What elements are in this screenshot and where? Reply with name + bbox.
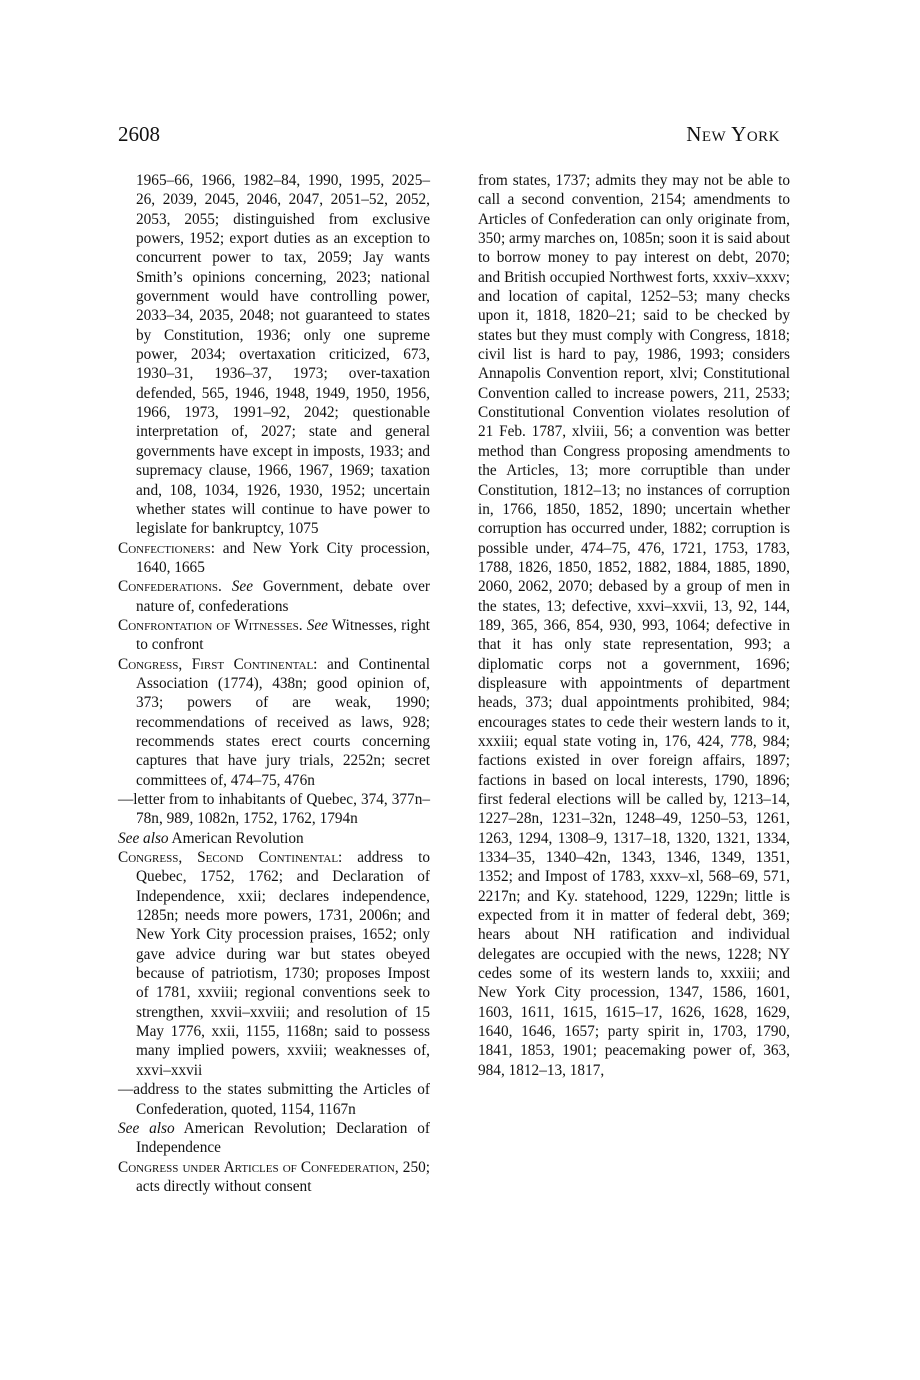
entry-text: American Revolution; Declaration of Independence xyxy=(136,1119,430,1157)
index-entry-confectioners: Confectioners: and New York City procession, 1640, 1665 xyxy=(118,539,430,576)
entry-text: address to Quebec, 1752, 1762; and Declaration of Independence, xxii; declares independence, 1285n; needs more powers, 1731, 2006n; and New York City procession praises, 1652; only gave advice during war but states obeyed because of patriotism, 1730; proposes Impost of 1781, xxviii; regional conventions seek to strengthen, xxvii–xxviii; and resolution of 15 May 1776, xxii, 1155, 1168n; said to possess many implied powers, xxviii; weaknesses of, xxvi–xxvii xyxy=(136,849,430,1079)
index-entry-confrontation-of-witnesses: Confrontation of Witnesses. See Witnesses, right to confront xyxy=(118,616,430,654)
entry-heading: Congress, First Continental xyxy=(118,655,314,673)
see-reference: See xyxy=(231,578,253,596)
entry-heading: Confederations xyxy=(118,578,219,596)
left-column xyxy=(118,171,430,1196)
entry-text: Government, debate over nature of, confederations xyxy=(136,578,430,615)
index-subentry xyxy=(118,790,430,829)
entry-text: Witnesses, right to confront xyxy=(136,616,430,654)
see-reference: See xyxy=(306,616,328,634)
index-entry-congress-second-continental: Congress, Second Continental: address to Quebec, 1752, 1762; and Declaration of Independence, xxii; declares independence, 1285n; needs more powers, 1731, 2006n; and New York City procession praises, 1652; only gave advice during war but states obeyed because of patriotism, 1730; proposes Impost of 1781, xxviii; regional conventions seek to strengthen, xxvii–xxviii; and resolution of 15 May 1776, xxii, 1155, 1168n; said to possess many implied powers, xxviii; weaknesses of, xxvi–xxvii xyxy=(118,849,430,1079)
entry-text: American Revolution xyxy=(168,829,304,847)
entry-text: 250; acts directly without consent xyxy=(136,1158,430,1195)
entry-heading: Congress, Second Continental xyxy=(118,849,339,867)
entry-heading: Confectioners xyxy=(118,539,211,557)
see-also-reference: See also xyxy=(118,829,169,847)
entry-heading: Confrontation of Witnesses xyxy=(118,616,299,634)
running-title: New York xyxy=(686,122,780,146)
see-also-reference: See also xyxy=(118,1119,175,1137)
see-also-line xyxy=(118,829,430,848)
index-entry-confederations: Confederations. See Government, debate over nature of, confederations xyxy=(118,578,430,615)
entry-text: and Continental Association (1774), 438n; good opinion of, 373; powers of are weak, 1990; recommendations of received as laws, 928; recommends states erect courts concerning captures that have jury trials, 2252n; secret committees of, 474–75, 476n xyxy=(136,655,430,789)
continued-entry-text: from states, 1737; admits they may not be able to call a second convention, 2154; amendments to Articles of Confederation can only originate from, 350; army marches on, 1085n; soon it is said about to borrow money to pay interest on debt, 2070; and British occupied Northwest forts, xxxiv–xxxv; and location of capital, 1252–53; many checks upon it, 1818, 1820–21; said to be checked by states but they must comply with Congress, 1818; civil list is hard to pay, 1986, 1993; considers Annapolis Convention report, xlvi; Constitutional Convention called to increase powers, 211, 2533; Constitutional Convention violates resolution of 21 Feb. 1787, xlviii, 56; a convention was better method than Congress proposing amendments to the Articles, 13; more corruptible than under Constitution, 1812–13; no instances of corruption in, 1766, 1850, 1852, 1890; uncertain whether corruption has occurred under, 1882; corruption is possible under, 474–75, 476, 1721, 1753, 1783, 1788, 1826, 1850, 1852, 1882, 1884, 1885, 1890, 2060, 2062, 2070; debased by a group of men in the states, 13; defective, xxvi–xxvii, 13, 92, 144, 189, 365, 366, 854, 930, 993, 1064; defective in that it has only state representation, 993; a diplomatic corps not a government, 1696; displeasure with appointments of department heads, 373; dual appointments prohibited, 984; encourages states to cede their western lands to it, xxxiii; equal state voting in, 176, 424, 778, 984; factions existed in over foreign affairs, 1897; factions in based on local interests, 1790, 1896; first federal elections will be called by, 1213–14, 1227–28n, 1231–32n, 1248–49, 1250–53, 1261, 1263, 1294, 1308–9, 1317–18, 1320, 1321, 1334, 1334–35, 1340–42n, 1343, 1346, 1349, 1351, 1352; and Impost of 1783, xxxv–xl, 568–69, 571, 2217n; and Ky. statehood, 1229, 1229n; little is expected from it in matter of federal debt, 369; hears about NH ratification and individual delegates are occupied with the news, 1228; NY cedes some of its western lands to, xxxiii; and New York City procession, 1347, 1586, 1601, 1603, 1611, 1615, 1615–17, 1626, 1628, 1629, 1640, 1646, 1657; party spirit in, 1703, 1790, 1841, 1853, 1901; peacemaking power of, 363, 984, 1812–13, 1817, xyxy=(478,172,790,1079)
entry-text: —letter from to inhabitants of Quebec, 374, 377n–78n, 989, 1082n, 1752, 1762, 1794n xyxy=(118,791,430,828)
entry-heading: Congress under Articles of Confederation xyxy=(118,1158,395,1176)
page-header xyxy=(118,122,780,152)
page-number: 2608 xyxy=(118,122,160,146)
index-subentry xyxy=(118,1080,430,1119)
see-also-line xyxy=(118,1119,430,1158)
right-column xyxy=(478,171,790,1080)
continued-entry-text: 1965–66, 1966, 1982–84, 1990, 1995, 2025–26, 2039, 2045, 2046, 2047, 2051–52, 2052, 2053, 2055; distinguished from exclusive powers, 1952; export duties as an exception to concurrent power to tax, 2059; Jay wants Smith’s opinions concerning, 2023; national government would have controlling power, 2033–34, 2035, 2048; not guaranteed to states by Constitution, 1936; only one supreme power, 2034; overtaxation criticized, 673, 1930–31, 1936–37, 1973; over-taxation defended, 565, 1946, 1948, 1949, 1950, 1956, 1966, 1973, 1991–92, 2042; questionable interpretation of, 2027; state and general governments have except in imposts, 1933; and supremacy clause, 1966, 1967, 1969; taxation and, 108, 1034, 1926, 1930, 1952; uncertain whether states will continue to have power to legislate for bankruptcy, 1075 xyxy=(136,172,430,538)
entry-text: —address to the states submitting the Articles of Confederation, quoted, 1154, 1167n xyxy=(118,1081,430,1118)
index-entry-congress-first-continental: Congress, First Continental: and Continental Association (1774), 438n; good opinion of, 373; powers of are weak, 1990; recommendations of received as laws, 928; recommends states erect courts concerning captures that have jury trials, 2252n; secret committees of, 474–75, 476n xyxy=(118,655,430,789)
index-entry-congress-under-articles: Congress under Articles of Confederation, 250; acts directly without consent xyxy=(118,1158,430,1195)
entry-text: and New York City procession, 1640, 1665 xyxy=(136,539,430,576)
